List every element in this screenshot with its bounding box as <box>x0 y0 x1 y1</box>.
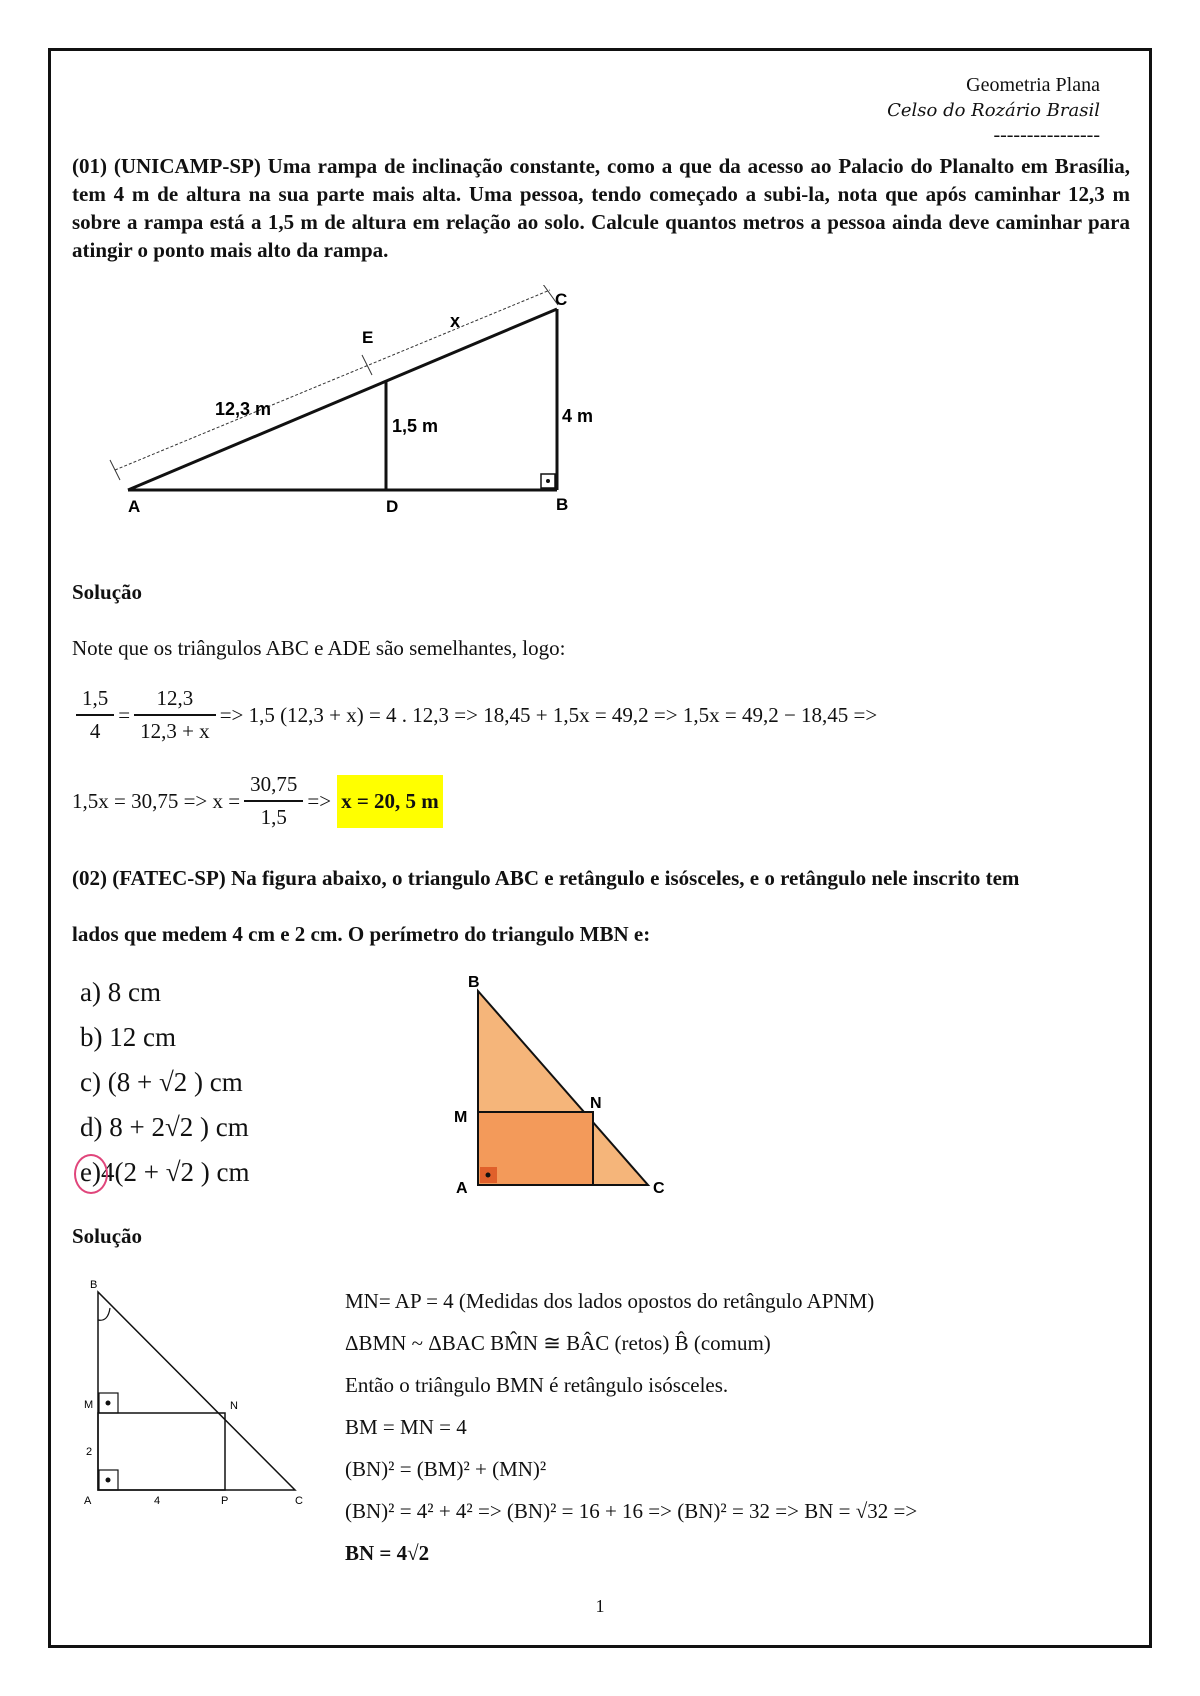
option-d: d) 8 + 2√2 ) cm <box>80 1112 249 1142</box>
equation-2-lead: 1,5x = 30,75 => x = <box>72 788 241 813</box>
solution-2-title: Solução <box>72 1224 143 1248</box>
label-a: A <box>456 1180 468 1197</box>
label-a: A <box>84 1495 92 1507</box>
label-1-5m: 1,5 m <box>392 416 439 436</box>
rectangle-apnm <box>98 1413 225 1490</box>
ramp-figure <box>100 285 620 525</box>
equation-1: $\frac{1,5}{4}$ = $\frac{12,3}{12,3 + x}$ => 1,5 (12,3 + x) = 4 . 12,3 => 18,45 + 1,5x = 49,2 => 1,5x = 49,2 − 18,45 => <box>72 686 877 744</box>
sol-final: BN = 4√2 <box>345 1541 430 1565</box>
label-b: B <box>556 495 569 514</box>
label-n: N <box>230 1400 238 1412</box>
solution-1-title: Solução <box>72 580 143 604</box>
answer-highlight: x = 20, 5 m <box>337 775 443 828</box>
solution-1-note: Note que os triângulos ABC e ADE são semelhantes, logo: <box>72 636 566 660</box>
label-e: E <box>362 328 374 347</box>
question-1-text: (01) (UNICAMP-SP) Uma rampa de inclinação constante, como a que da acesso ao Palacio do Planalto em Brasília, tem 4 m de altura na sua parte mais alta. Uma pessoa, tendo começado a subi-la, nota que após caminhar 12,3 m sobre a rampa está a 1,5 m de altura em relação ao solo. Calcule quantos metros a pessoa ainda deve caminhar para atingir o ponto mais alto da rampa. <box>72 154 1130 262</box>
label-side-2: 2 <box>86 1446 93 1458</box>
solution-2-lines <box>345 1280 917 1574</box>
label-side-4: 4 <box>154 1495 161 1507</box>
equation-1-rest: => 1,5 (12,3 + x) = 4 . 12,3 => 18,45 + 1,5x = 49,2 => 1,5x = 49,2 − 18,45 => <box>219 702 878 727</box>
sol-line-6: (BN)² = 4² + 4² => (BN)² = 16 + 16 => (BN)² = 32 => BN = √32 => <box>345 1499 918 1523</box>
ramp-line-ac <box>128 309 557 490</box>
solution-figure <box>80 1280 310 1510</box>
header-subject: Geometria Plana <box>966 74 1100 96</box>
answer-circle <box>74 1154 108 1194</box>
label-4m: 4 m <box>562 406 594 426</box>
label-d: D <box>386 497 399 516</box>
dimension-line <box>115 290 550 470</box>
page-number: 1 <box>595 1596 605 1616</box>
dimension-tick-a <box>110 460 120 480</box>
label-x: x <box>450 311 461 331</box>
dimension-tick-e <box>362 355 372 375</box>
options-list <box>80 970 250 1195</box>
sol-line-2: ΔBMN ~ ΔBAC BM̂N ≅ BÂC (retos) B̂ (comum) <box>345 1331 771 1355</box>
label-b: B <box>468 975 480 991</box>
label-c: C <box>295 1495 303 1507</box>
header-rule: ---------------- <box>993 124 1100 146</box>
triangle-abc <box>98 1292 295 1490</box>
sol-line-3: Então o triângulo BMN é retângulo isósceles. <box>345 1373 729 1397</box>
question-2-line1: (02) (FATEC-SP) Na figura abaixo, o triangulo ABC e retângulo e isósceles, e o retângulo nele inscrito tem <box>72 866 1020 890</box>
label-m: M <box>84 1399 94 1411</box>
label-c: C <box>653 1180 665 1197</box>
label-b: B <box>90 1280 98 1291</box>
sol-line-1: MN= AP = 4 (Medidas dos lados opostos do retângulo APNM) <box>345 1289 875 1313</box>
fraction-1-5-over-4: $\frac{1,5}{4}$ <box>76 686 114 744</box>
label-n: N <box>590 1095 602 1112</box>
option-a: a) 8 cm <box>80 977 161 1007</box>
label-c: C <box>555 290 568 309</box>
sol-line-4: BM = MN = 4 <box>345 1415 467 1439</box>
equation-2: 1,5x = 30,75 => x = $\frac{30,75}{1,5}$ => x = 20, 5 m <box>72 772 443 830</box>
label-p: P <box>221 1495 229 1507</box>
option-b: b) 12 cm <box>80 1022 176 1052</box>
label-12-3m: 12,3 m <box>215 399 272 419</box>
fraction-30-75-over-1-5: $\frac{30,75}{1,5}$ <box>244 772 303 830</box>
label-m: M <box>454 1109 468 1126</box>
header-author: Celso do Rozário Brasil <box>887 100 1100 121</box>
label-a: A <box>128 497 141 516</box>
fraction-12-3-over-sum: $\frac{12,3}{12,3 + x}$ <box>134 686 216 744</box>
sol-line-5: (BN)² = (BM)² + (MN)² <box>345 1457 547 1481</box>
question-2-line2: lados que medem 4 cm e 2 cm. O perímetro do triangulo MBN e: <box>72 922 651 946</box>
triangle-figure <box>440 975 680 1200</box>
option-e: e)4(2 + √2 ) cm <box>80 1150 250 1195</box>
option-c: c) (8 + √2 ) cm <box>80 1067 243 1097</box>
